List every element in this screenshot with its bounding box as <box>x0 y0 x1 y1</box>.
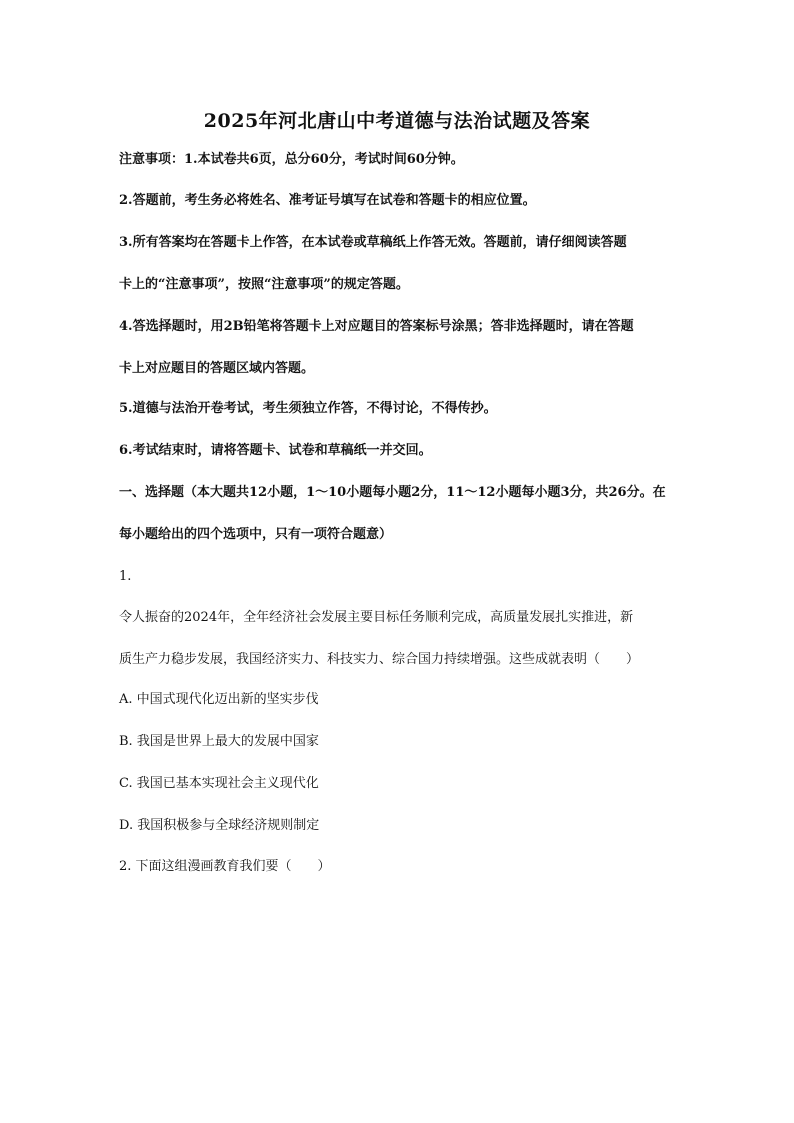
notice-line-3a: 3.所有答案均在答题卡上作答，在本试卷或草稿纸上作答无效。答题前，请仔细阅读答题 <box>119 235 627 250</box>
question-1-option-c: C. 我国已基本实现社会主义现代化 <box>119 776 319 791</box>
question-1-number: 1. <box>119 569 132 584</box>
notice-line-1: 注意事项：1.本试卷共6页，总分60分，考试时间60分钟。 <box>119 152 464 167</box>
question-1-option-b: B. 我国是世界上最大的发展中国家 <box>119 734 319 749</box>
question-1-option-a: A. 中国式现代化迈出新的坚实步伐 <box>119 692 319 707</box>
section-heading-line-2: 每小题给出的四个选项中，只有一项符合题意） <box>119 527 393 542</box>
question-1-stem-line-1: 令人振奋的2024年，全年经济社会发展主要目标任务顺利完成，高质量发展扎实推进，新 <box>119 610 634 625</box>
question-2-stem: 2. 下面这组漫画教育我们要（ ） <box>119 859 331 874</box>
question-1-option-d: D. 我国积极参与全球经济规则制定 <box>119 818 320 833</box>
question-1-stem-line-2: 质生产力稳步发展，我国经济实力、科技实力、综合国力持续增强。这些成就表明（ ） <box>119 652 640 667</box>
notice-line-6: 6.考试结束时，请将答题卡、试卷和草稿纸一并交回。 <box>119 443 432 458</box>
notice-line-5: 5.道德与法治开卷考试，考生须独立作答，不得讨论，不得传抄。 <box>119 401 497 416</box>
notice-line-3b: 卡上的“注意事项”，按照“注意事项”的规定答题。 <box>119 277 409 292</box>
notice-line-2: 2.答题前，考生务必将姓名、准考证号填写在试卷和答题卡的相应位置。 <box>119 193 536 208</box>
notice-line-4a: 4.答选择题时，用2B铅笔将答题卡上对应题目的答案标号涂黑；答非选择题时，请在答题 <box>119 319 634 334</box>
document-title: 2025年河北唐山中考道德与法治试题及答案 <box>203 110 591 132</box>
section-heading-line-1: 一、选择题（本大题共12小题，1～10小题每小题2分，11～12小题每小题3分，共26分。在 <box>119 485 666 500</box>
notice-line-4b: 卡上对应题目的答题区域内答题。 <box>119 361 315 376</box>
